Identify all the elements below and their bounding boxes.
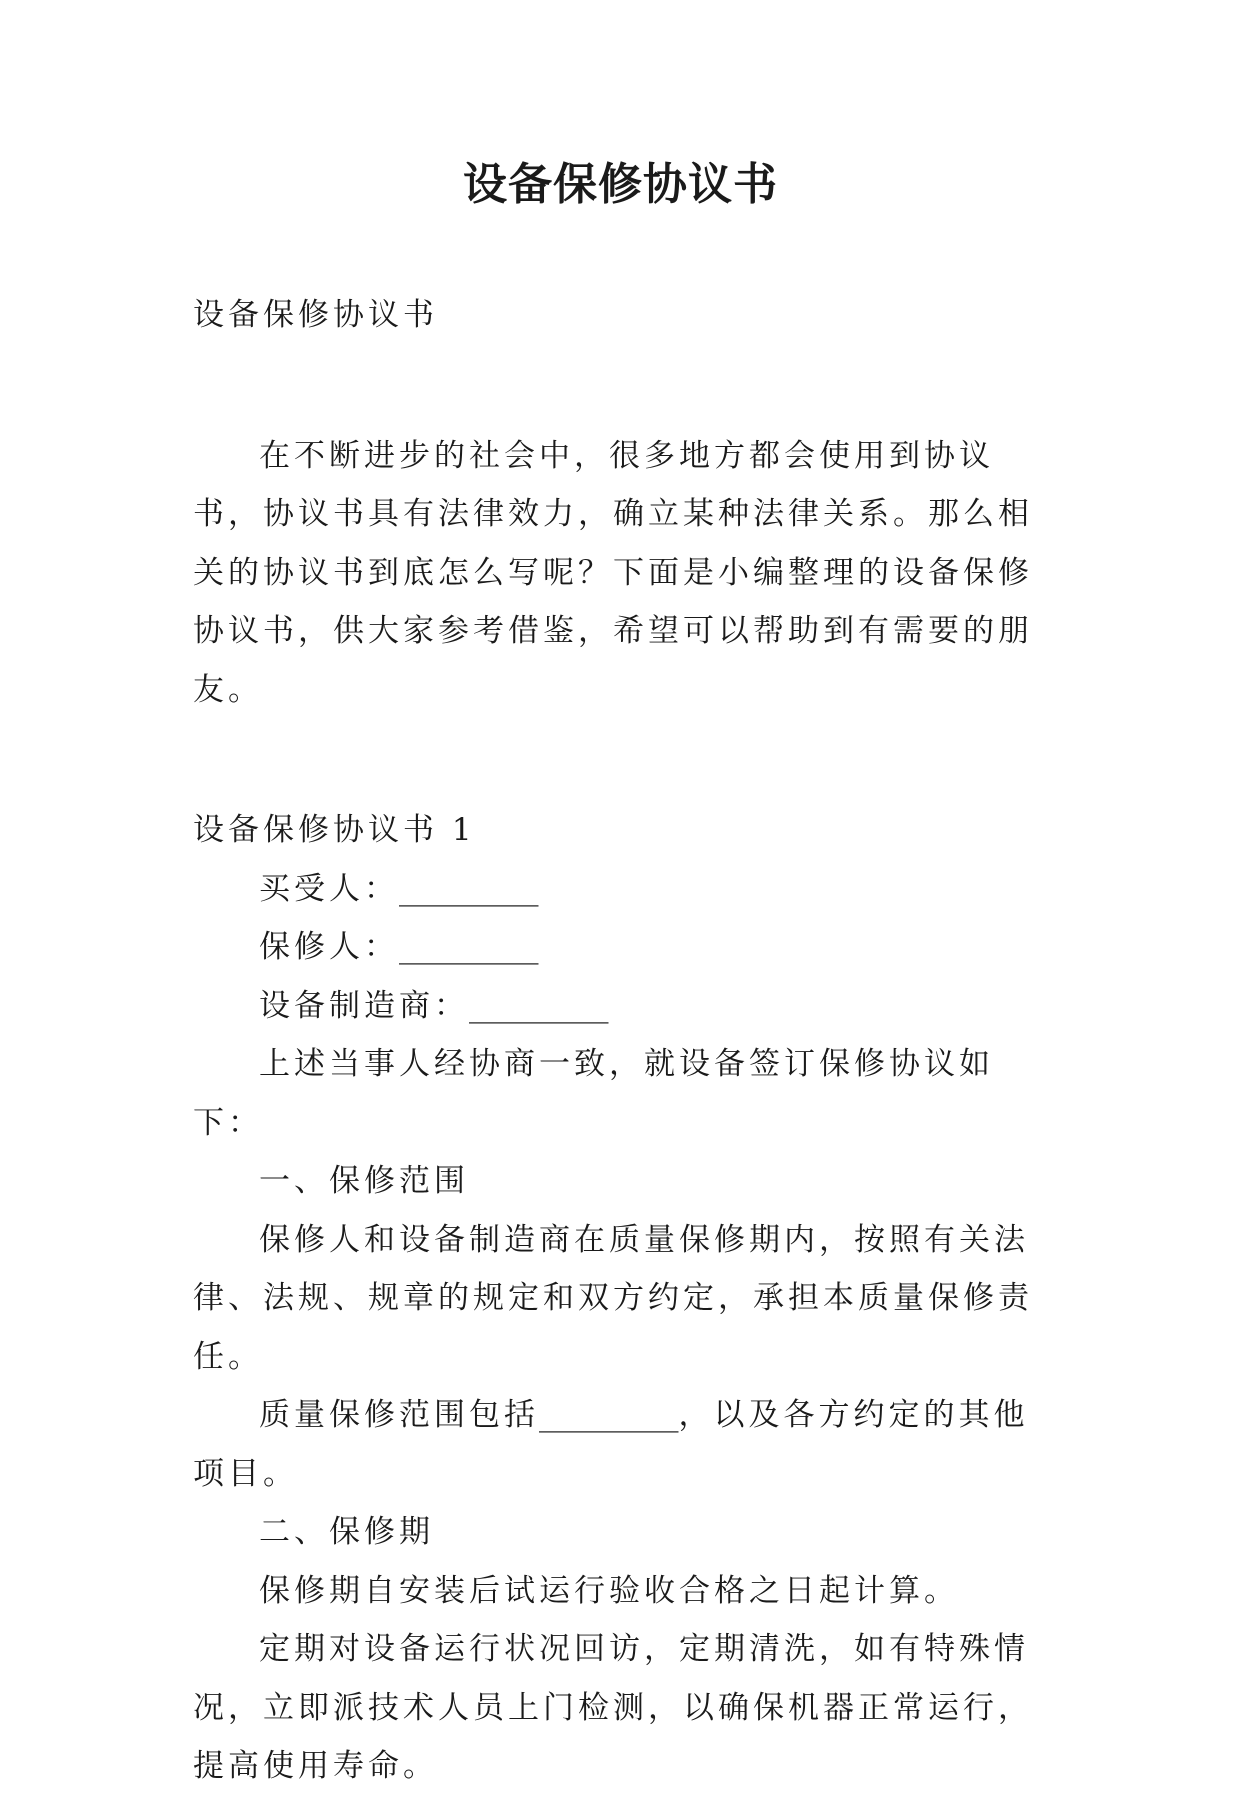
buyer-blank: _________ [399,870,539,907]
section-heading: 设备保修协议书 1 [193,812,476,848]
intro-paragraph: 在不断进步的社会中，很多地方都会使用到协议书，协议书具有法律效力，确立某种法律关系。那么相关的协议书到底怎么写呢？下面是小编整理的设备保修协议书，供大家参考借鉴，希望可以帮助到有需要的朋友。 [193,437,1033,708]
scope-text-before: 质量保修范围包括 [259,1397,539,1433]
spacer [193,719,1063,801]
clause-heading-period: 二、保修期 [259,1514,434,1550]
scope-text-after: ，以及各方约定的其他项目。 [193,1397,1029,1492]
clause-period-paragraph-1: 保修期自安装后试运行验收合格之日起计算。 [259,1572,959,1609]
clause-heading-scope: 一、保修范围 [259,1163,469,1199]
manufacturer-line [193,977,1063,1036]
warrantor-blank: _________ [399,929,539,965]
manufacturer-label: 设备制造商： [259,987,469,1024]
clause-scope-paragraph-1: 保修人和设备制造商在质量保修期内，按照有关法律、法规、规章的规定和双方约定，承担本质量保修责任。 [193,1221,1033,1375]
warrantor-line [193,918,1063,977]
agreement-statement: 上述当事人经协商一致，就设备签订保修协议如下： [193,1046,994,1141]
document-title: 设备保修协议书 [463,159,778,210]
warrantor-label: 保修人： [259,929,399,965]
manufacturer-blank: _________ [469,987,609,1024]
buyer-label: 买受人： [259,870,399,907]
clause-period-paragraph-2: 定期对设备运行状况回访，定期清洗，如有特殊情况，立即派技术人员上门检测，以确保机器正常运行，提高使用寿命。 [193,1631,1033,1784]
buyer-line [193,860,1063,919]
document-body [193,286,1063,1796]
spacer [193,345,1063,427]
document-subtitle: 设备保修协议书 [193,297,438,333]
clause-scope-paragraph-2 [193,1386,1063,1503]
scope-blank: _________ [539,1397,679,1433]
